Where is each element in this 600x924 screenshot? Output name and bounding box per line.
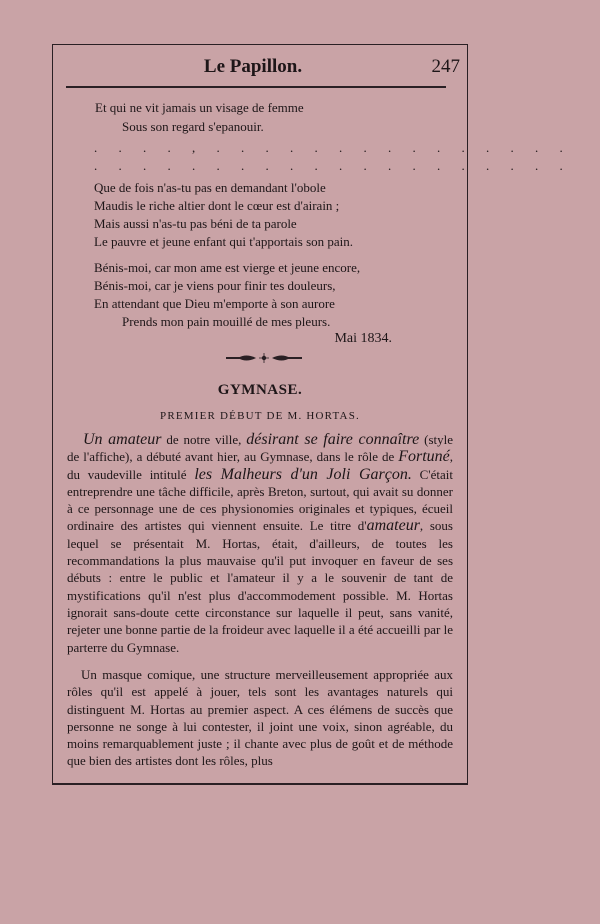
poem-line: Maudis le riche altier dont le cœur est d'airain ; (94, 198, 340, 213)
poem-line: Que de fois n'as-tu pas en demandant l'obole (94, 180, 326, 195)
italic-phrase: désirant se faire connaître (246, 431, 420, 448)
poem-signature: Mai 1834. (334, 331, 392, 346)
article-title: GYMNASE. (217, 382, 303, 398)
poem-line: Bénis-moi, car je viens pour finir tes douleurs, (94, 278, 336, 293)
italic-phrase: les Malheurs d'un Joli Garçon. (194, 465, 412, 483)
ellipsis-row: . . . . . . . . . . . . . . . . . . . . (94, 158, 572, 173)
article-subtitle: PREMIER DÉBUT DE M. HORTAS. (160, 410, 360, 422)
text-run: C'était entreprendre une tâche difficile, après Breton, surtout, qui avait su donner à ce personnage une de ces physionomies originales et typiques, écueil ordinaire des artistes qui viennent ensuite. Le titre d' (67, 466, 453, 534)
poem-line: Prends mon pain mouillé de mes pleurs. (122, 314, 331, 329)
text-run: de notre ville, (161, 432, 247, 447)
text-run: (style de l'affiche), a débuté avant hier, au Gymnase, dans le rôle de (67, 432, 453, 465)
bottom-rule (52, 783, 468, 785)
header-rule (66, 86, 446, 88)
article-paragraph (67, 431, 453, 656)
page-number: 247 (431, 56, 460, 77)
poem-line: Sous son regard s'epanouir. (122, 119, 264, 134)
italic-phrase: Un amateur (83, 431, 162, 448)
poem-line: Bénis-moi, car mon ame est vierge et jeune encore, (94, 260, 361, 275)
poem-line: En attendant que Dieu m'emporte à son aurore (94, 296, 335, 311)
text-run: , du vaudeville intitulé (67, 449, 453, 482)
ellipsis-row: . . . . , . . . . . . . . . . . . . . . (94, 140, 572, 155)
italic-phrase: Fortuné (398, 448, 450, 466)
italic-phrase: amateur (366, 517, 420, 535)
poem-line: Mais aussi n'as-tu pas béni de ta parole (94, 216, 297, 231)
article-paragraph: Un masque comique, une structure merveilleusement appropriée aux rôles qu'il est appelé à jouer, tels sont les avantages naturels qui distinguent M. Hortas au premier aspect. A ces élémens de succès que personne ne songe à lui contester, il joint une voix, sinon agréable, du moins remarquablement juste ; il chante avec plus de goût et de méthode que bien des artistes dont les rôles, plus (67, 667, 453, 769)
page-header (52, 56, 460, 88)
journal-title: Le Papillon. (203, 56, 303, 77)
ornament-divider-icon (224, 352, 304, 364)
poem-line: Et qui ne vit jamais un visage de femme (95, 100, 304, 115)
text-run: , sous lequel se présentait M. Hortas, était, d'ailleurs, de toutes les recommandations la plus mauvaise qu'il put invoquer en faveur de ses débuts : entre le public et l'amateur il y a le souvenir de tant de mystifications qu'il n'est plus d'accommodement possible. M. Hortas ignorait sans-doute cette circonstance sur laquelle il peut, sans vanité, rejeter une bonne partie de la froideur avec laquelle il a été accueilli par le parterre du Gymnase. (67, 518, 453, 655)
poem-line: Le pauvre et jeune enfant qui t'apportais son pain. (94, 234, 354, 249)
